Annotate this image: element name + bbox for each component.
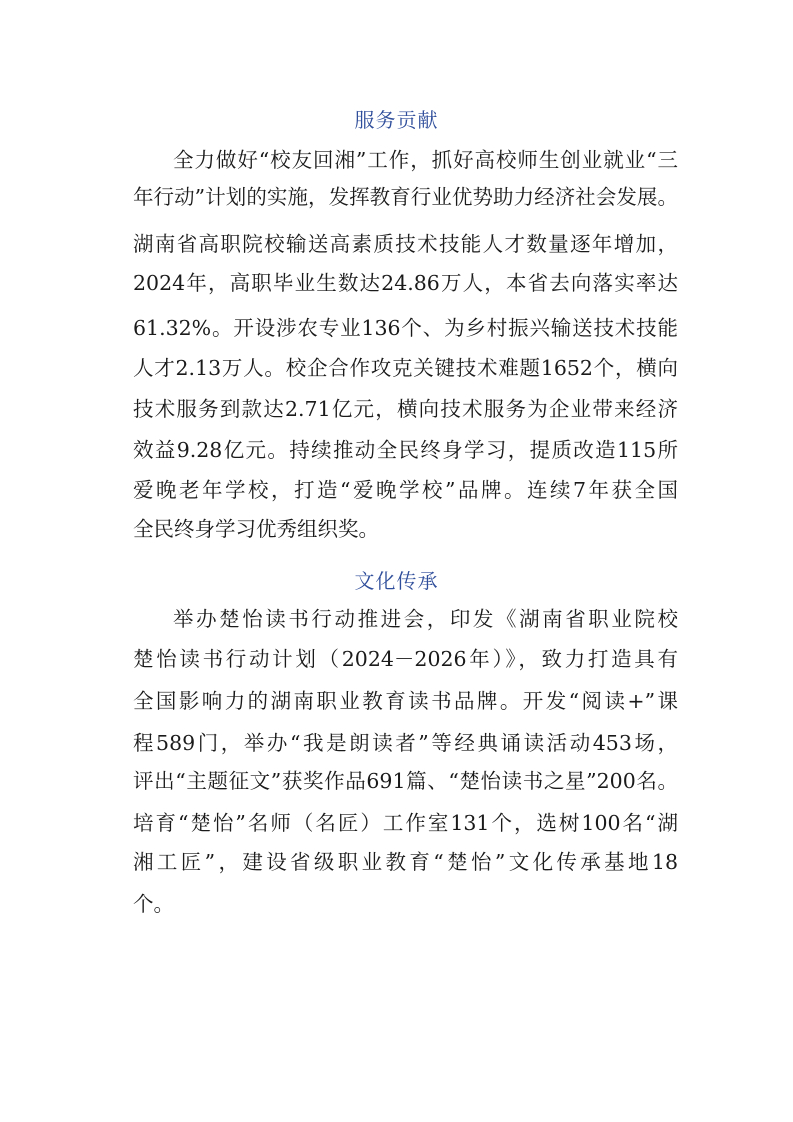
paragraph-line: 举办楚怡读书行动推进会，印发《湖南省职业院校	[173, 607, 678, 631]
paragraph-line: 人才2.13万人。校企合作攻克关键技术难题1652个，横向	[133, 356, 678, 380]
paragraph-line: 技术服务到款达2.71亿元，横向技术服务为企业带来经济	[133, 397, 678, 421]
paragraph-line: 爱晚老年学校，打造“爱晚学校”品牌。连续7年获全国	[133, 478, 678, 502]
paragraph-line: 年行动”计划的实施，发挥教育行业优势助力经济社会发展。	[133, 185, 678, 209]
paragraph-line: 楚怡读书行动计划（2024－2026年）》，致力打造具有	[133, 647, 678, 671]
section-heading-cultural-heritage: 文化传承	[354, 569, 439, 593]
paragraph-line: 个。	[133, 892, 174, 916]
paragraph-line: 全国影响力的湖南职业教育读书品牌。开发“阅读+”课	[133, 689, 678, 713]
paragraph-line: 湘工匠”，建设省级职业教育“楚怡”文化传承基地18	[133, 850, 678, 874]
paragraph-line: 61.32%。开设涉农专业136个、为乡村振兴输送技术技能	[133, 316, 678, 340]
paragraph-line: 2024年，高职毕业生数达24.86万人，本省去向落实率达	[133, 271, 678, 295]
section-heading-service-contribution: 服务贡献	[354, 108, 439, 132]
paragraph-line: 湖南省高职院校输送高素质技术技能人才数量逐年增加，	[133, 232, 678, 256]
paragraph-line: 培育“楚怡”名师（名匠）工作室131个，选树100名“湖	[133, 811, 678, 835]
paragraph-line: 评出“主题征文”获奖作品691篇、“楚怡读书之星”200名。	[133, 769, 678, 793]
paragraph-line: 效益9.28亿元。持续推动全民终身学习，提质改造115所	[133, 438, 678, 462]
paragraph-line: 程589门，举办“我是朗读者”等经典诵读活动453场，	[133, 731, 678, 755]
paragraph-line: 全力做好“校友回湘”工作，抓好高校师生创业就业“三	[173, 148, 678, 172]
paragraph-line: 全民终身学习优秀组织奖。	[133, 517, 379, 541]
